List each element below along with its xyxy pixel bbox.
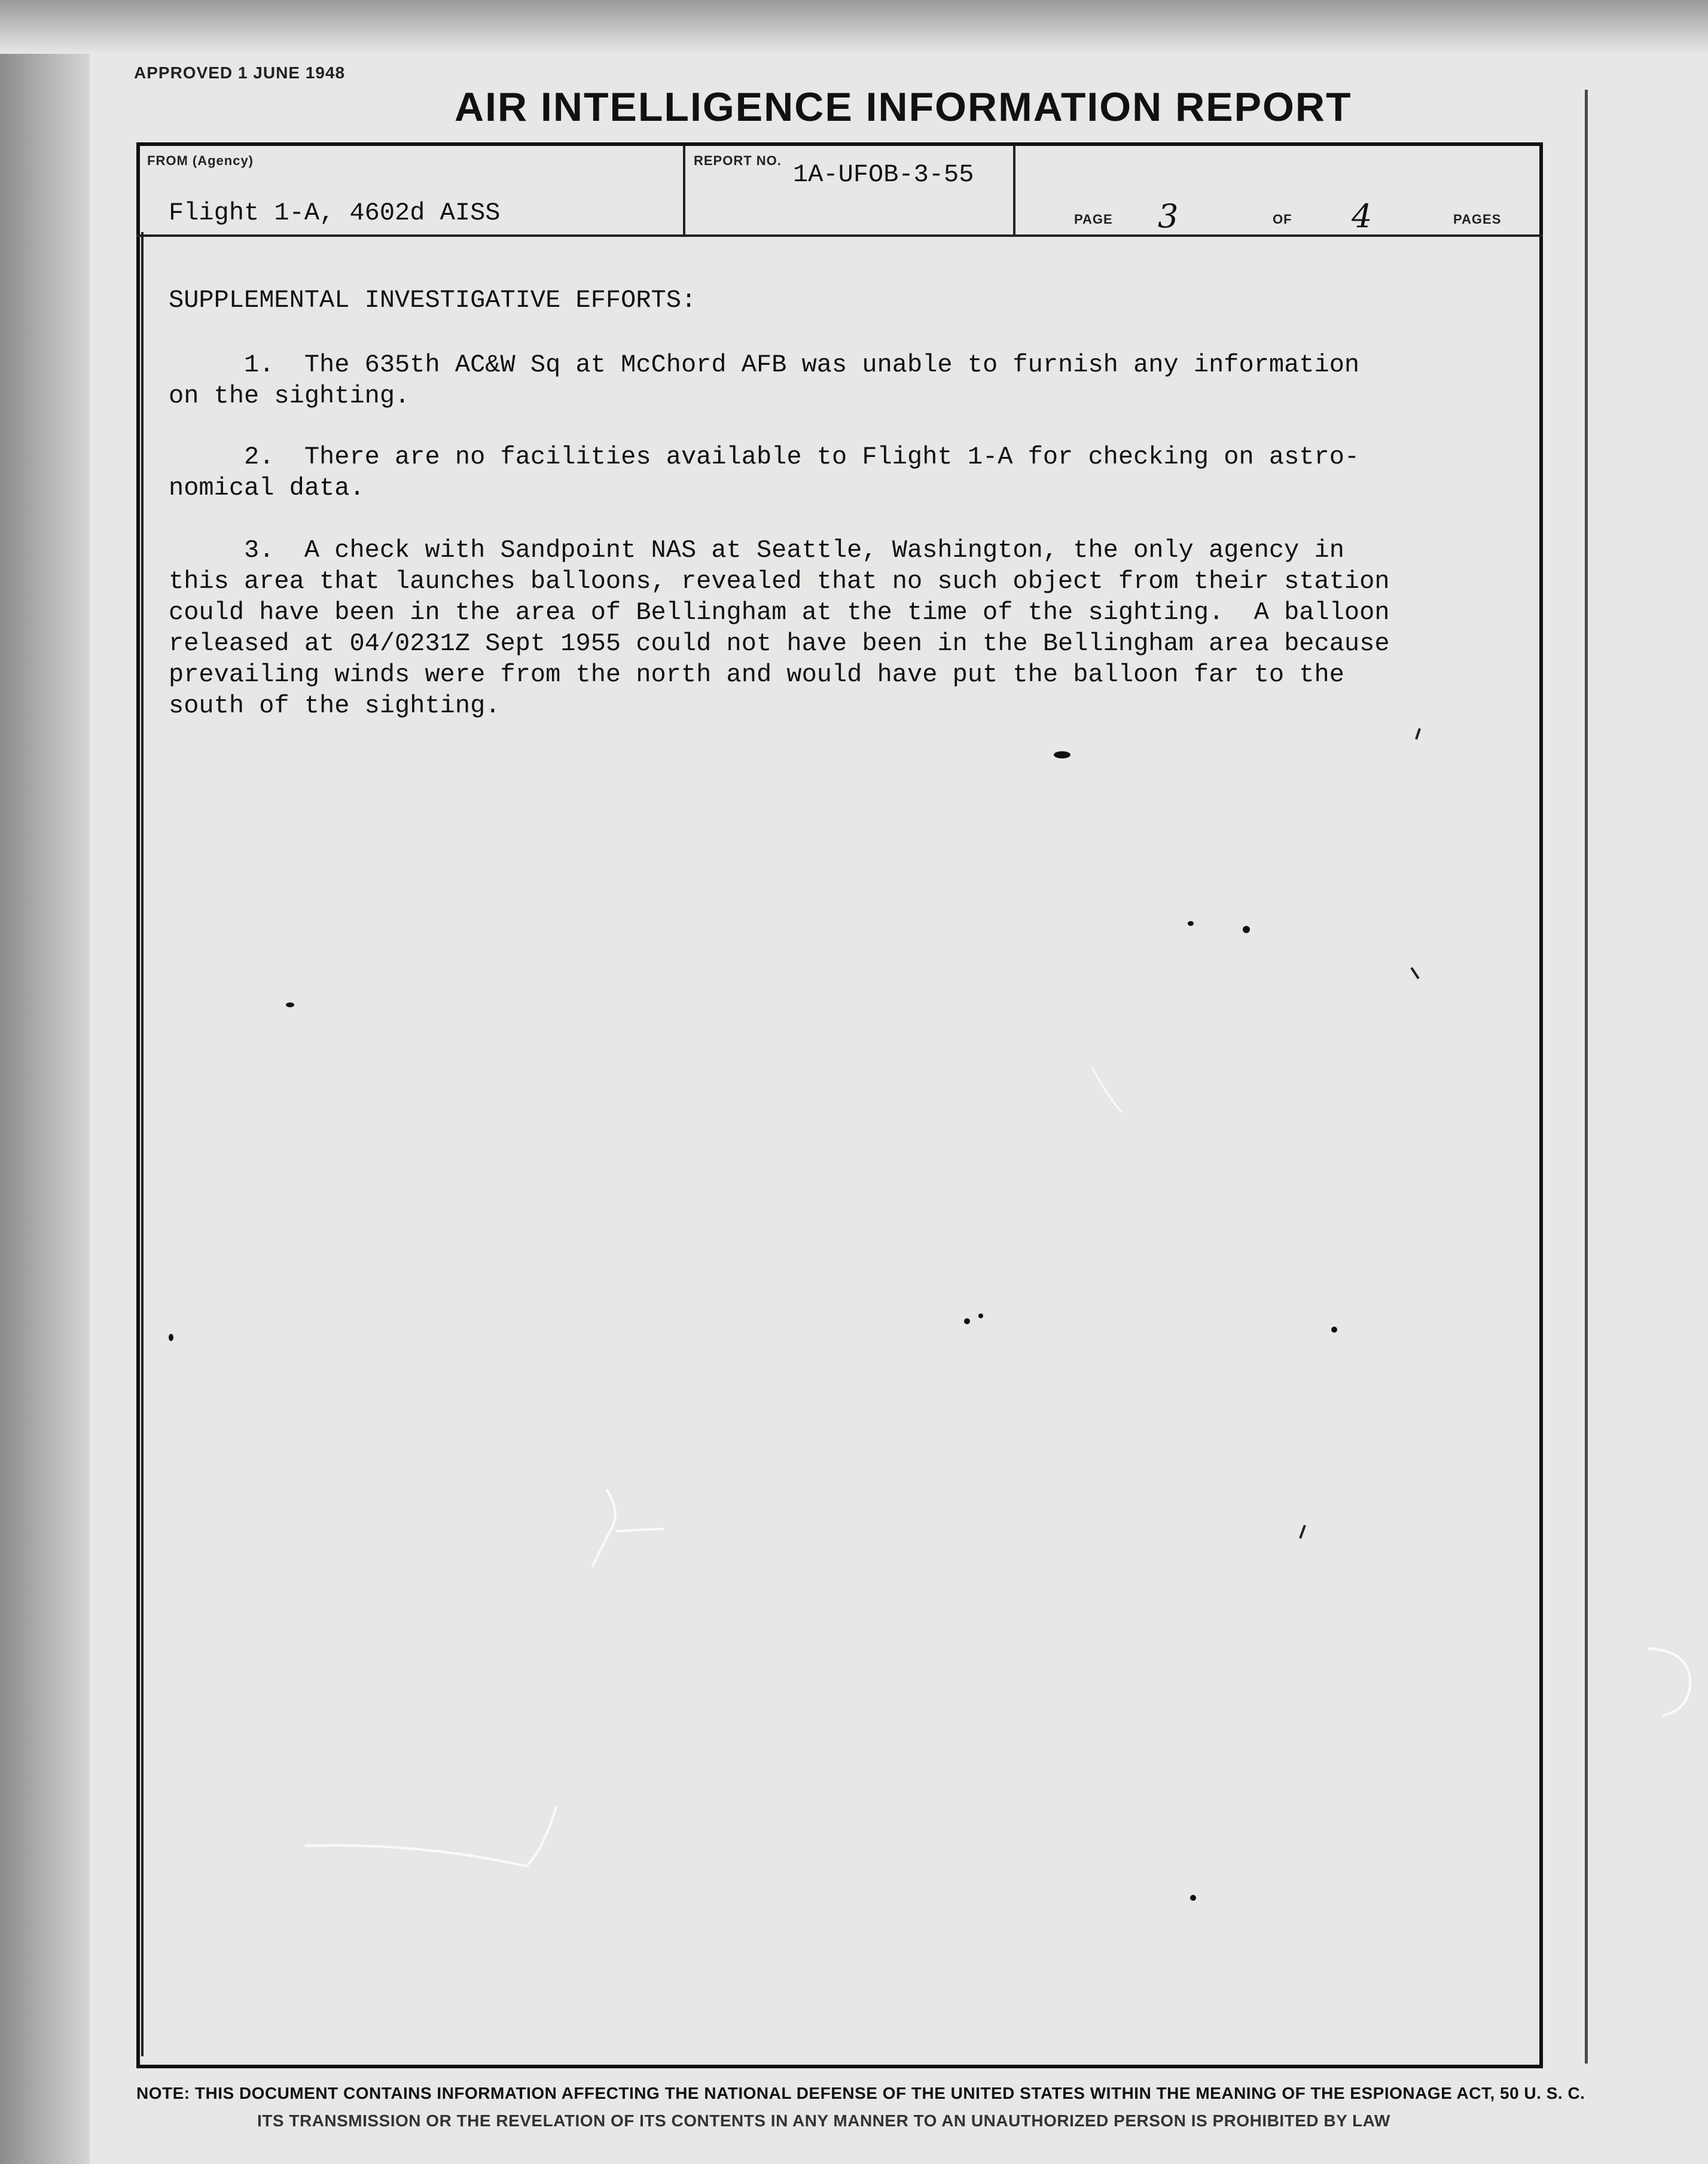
from-value: Flight 1-A, 4602d AISS bbox=[169, 199, 501, 227]
section-heading: SUPPLEMENTAL INVESTIGATIVE EFFORTS: bbox=[169, 286, 697, 315]
paragraph-1-line-2: on the sighting. bbox=[169, 382, 410, 410]
pen-mark bbox=[1416, 729, 1420, 739]
scratch-mark bbox=[1092, 1067, 1122, 1113]
of-label: OF bbox=[1273, 212, 1292, 227]
footer-note-line-1: NOTE: THIS DOCUMENT CONTAINS INFORMATION AFFECTING THE NATIONAL DEFENSE OF THE UNITED STATES WITHIN THE MEANING OF THE ESPIONAGE ACT, 50 U. S. C. bbox=[136, 2084, 1585, 2102]
pen-mark bbox=[1411, 968, 1419, 979]
scratch-mark bbox=[1648, 1648, 1690, 1715]
paragraph-3-line-3: could have been in the area of Bellingham at the time of the sighting. A balloon bbox=[169, 598, 1390, 627]
footer-note-line-2: ITS TRANSMISSION OR THE REVELATION OF ITS CONTENTS IN ANY MANNER TO AN UNAUTHORIZED PERSON IS PROHIBITED BY LAW bbox=[257, 2111, 1390, 2130]
paragraph-3-line-2: this area that launches balloons, revealed that no such object from their station bbox=[169, 567, 1390, 596]
paragraph-3-line-4: released at 04/0231Z Sept 1955 could not have been in the Bellingham area because bbox=[169, 629, 1390, 658]
pen-mark bbox=[1300, 1525, 1305, 1538]
pages-label: PAGES bbox=[1453, 212, 1502, 227]
paragraph-3-line-6: south of the sighting. bbox=[169, 691, 501, 720]
from-label: FROM (Agency) bbox=[147, 153, 254, 168]
approval-date: APPROVED 1 JUNE 1948 bbox=[134, 63, 346, 82]
paragraph-2-line-2: nomical data. bbox=[169, 474, 365, 502]
paragraph-1-line-1: 1. The 635th AC&W Sq at McChord AFB was unable to furnish any information bbox=[169, 350, 1360, 379]
report-title: AIR INTELLIGENCE INFORMATION REPORT bbox=[455, 84, 1352, 130]
total-pages: 4 bbox=[1352, 197, 1372, 235]
paragraph-3-line-5: prevailing winds were from the north and would have put the balloon far to the bbox=[169, 660, 1344, 689]
report-no-value: 1A-UFOB-3-55 bbox=[793, 160, 974, 189]
paragraph-2-line-1: 2. There are no facilities available to Flight 1-A for checking on astro- bbox=[169, 443, 1360, 471]
paragraph-3-line-1: 3. A check with Sandpoint NAS at Seattle, Washington, the only agency in bbox=[169, 536, 1344, 565]
page-label: PAGE bbox=[1074, 212, 1113, 227]
scratch-mark bbox=[305, 1806, 556, 1866]
scratch-mark bbox=[592, 1489, 664, 1567]
page-number: 3 bbox=[1158, 197, 1179, 235]
report-no-label: REPORT NO. bbox=[694, 153, 782, 168]
